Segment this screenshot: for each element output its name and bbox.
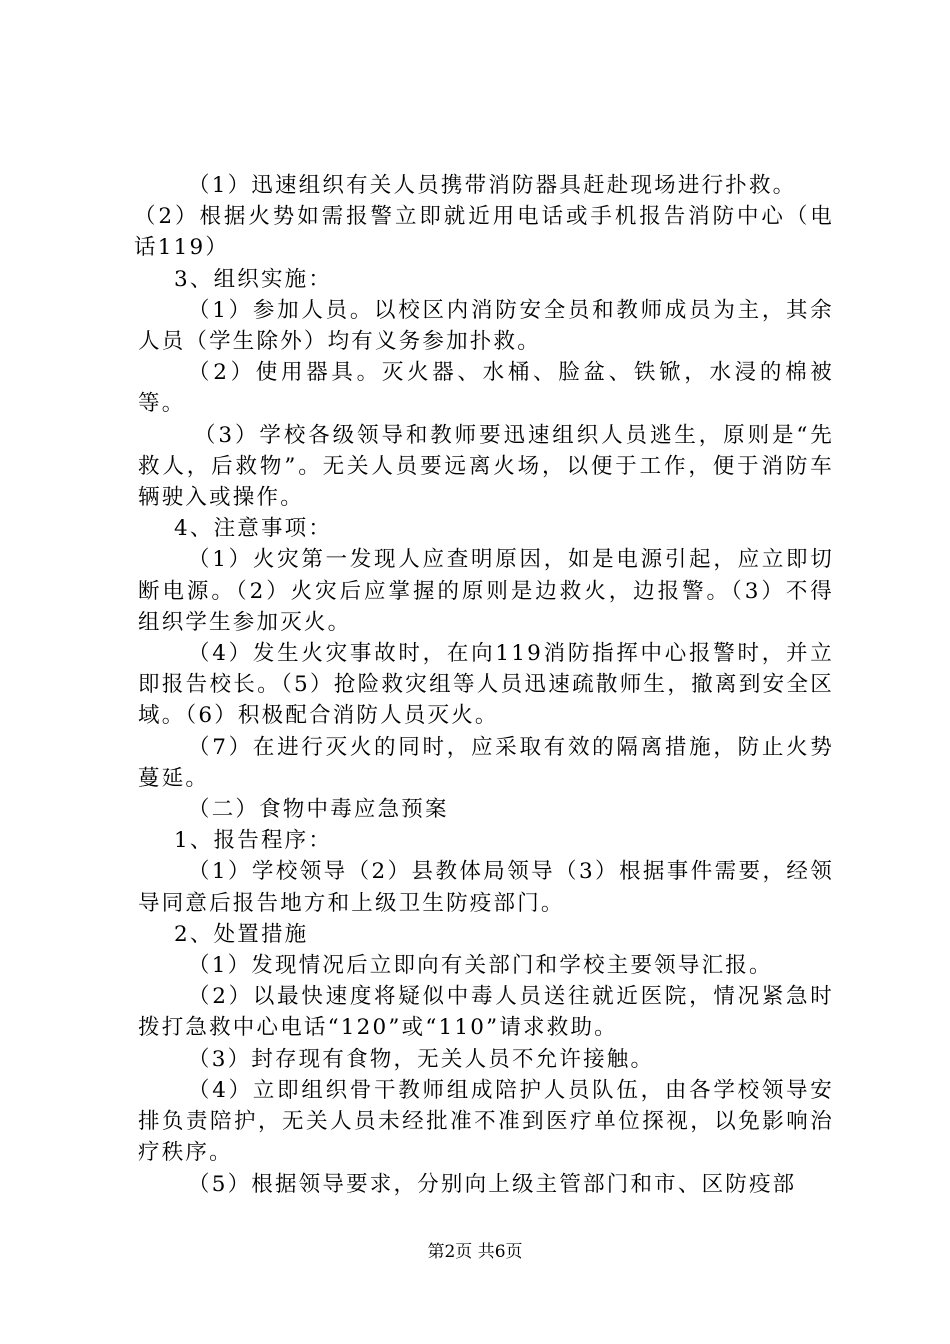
paragraph: （1）迅速组织有关人员携带消防器具赶赴现场进行扑救。 [188,173,797,198]
paragraph: （3）封存现有食物，无关人员不允许接触。 [188,1046,655,1072]
section-heading: 3、组织实施： [174,266,333,292]
page-footer: 第2页 共6页 [427,1242,523,1262]
paragraph: （2）使用器具。灭火器、水桶、脸盆、铁锨，水浸的棉被等。 [138,360,834,417]
section-heading: 4、注意事项： [174,516,333,542]
section-heading: 2、处置措施 [174,921,309,947]
paragraph: （5）根据领导要求，分别向上级主管部门和市、区防疫部 [188,1171,797,1197]
paragraph: （2）根据火势如需报警立即就近用电话或手机报告消防中心（电话119） [134,204,834,261]
paragraph: （1）发现情况后立即向有关部门和学校主要领导汇报。 [188,953,773,979]
paragraph: （1）参加人员。以校区内消防安全员和教师成员为主，其余人员（学生除外）均有义务参加扑救。 [138,297,834,355]
section-heading: （二）食物中毒应急预案 [188,797,449,823]
paragraph: （1）学校领导（2）县教体局领导（3）根据事件需要，经领导同意后报告地方和上级卫生防疫部门。 [138,859,834,916]
paragraph: （7）在进行灭火的同时，应采取有效的隔离措施，防止火势蔓延。 [138,734,834,791]
paragraph: （4）立即组织骨干教师组成陪护人员队伍，由各学校领导安排负责陪护，无关人员未经批准不准到医疗单位探视，以免影响治疗秩序。 [138,1077,834,1166]
paragraph: （3）学校各级领导和教师要迅速组织人员逃生，原则是“先救人，后救物”。无关人员要远离火场，以便于工作，便于消防车辆驶入或操作。 [138,422,834,511]
section-heading: 1、报告程序： [174,828,333,854]
paragraph: （2）以最快速度将疑似中毒人员送往就近医院，情况紧急时拨打急救中心电话“120”或“110”请求救助。 [138,984,834,1041]
paragraph: （4）发生火灾事故时，在向119消防指挥中心报警时，并立即报告校长。（5）抢险救灾组等人员迅速疏散师生，撤离到安全区域。（6）积极配合消防人员灭火。 [138,641,834,729]
paragraph: （1）火灾第一发现人应查明原因，如是电源引起，应立即切断电源。（2）火灾后应掌握的原则是边救火，边报警。（3）不得组织学生参加灭火。 [138,547,834,635]
document-body [134,170,834,1200]
